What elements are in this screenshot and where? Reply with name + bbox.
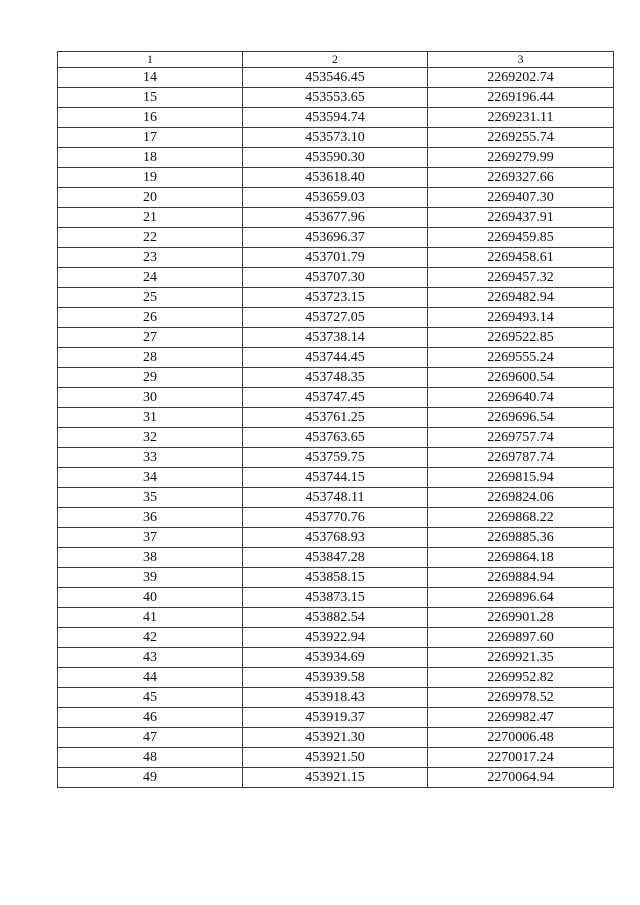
- table-row: [58, 408, 614, 428]
- table-row: [58, 208, 614, 228]
- table-row: [58, 488, 614, 508]
- y-coordinate-cell: 2270017.24: [428, 748, 614, 768]
- table-row: [58, 688, 614, 708]
- x-coordinate-cell: 453546.45: [243, 68, 428, 88]
- table-row: [58, 308, 614, 328]
- y-coordinate-cell: 2269437.91: [428, 208, 614, 228]
- point-number-cell: 20: [58, 188, 243, 208]
- x-coordinate-cell: 453594.74: [243, 108, 428, 128]
- x-coordinate-cell: 453921.15: [243, 768, 428, 788]
- y-coordinate-cell: 2269196.44: [428, 88, 614, 108]
- y-coordinate-cell: 2269457.32: [428, 268, 614, 288]
- x-coordinate-cell: 453873.15: [243, 588, 428, 608]
- point-number-cell: 46: [58, 708, 243, 728]
- x-coordinate-cell: 453659.03: [243, 188, 428, 208]
- y-coordinate-cell: 2269901.28: [428, 608, 614, 628]
- table-row: [58, 268, 614, 288]
- table-row: [58, 428, 614, 448]
- y-coordinate-cell: 2269897.60: [428, 628, 614, 648]
- point-number-cell: 45: [58, 688, 243, 708]
- y-coordinate-cell: 2269202.74: [428, 68, 614, 88]
- table-row: [58, 568, 614, 588]
- y-coordinate-cell: 2269255.74: [428, 128, 614, 148]
- point-number-cell: 21: [58, 208, 243, 228]
- y-coordinate-cell: 2269640.74: [428, 388, 614, 408]
- point-number-cell: 34: [58, 468, 243, 488]
- column-header-point: 1: [58, 52, 243, 68]
- y-coordinate-cell: 2269824.06: [428, 488, 614, 508]
- y-coordinate-cell: 2269982.47: [428, 708, 614, 728]
- x-coordinate-cell: 453707.30: [243, 268, 428, 288]
- table-row: [58, 588, 614, 608]
- x-coordinate-cell: 453573.10: [243, 128, 428, 148]
- x-coordinate-cell: 453744.45: [243, 348, 428, 368]
- table-row: [58, 748, 614, 768]
- table-row: [58, 628, 614, 648]
- y-coordinate-cell: 2269327.66: [428, 168, 614, 188]
- x-coordinate-cell: 453847.28: [243, 548, 428, 568]
- point-number-cell: 33: [58, 448, 243, 468]
- point-number-cell: 44: [58, 668, 243, 688]
- point-number-cell: 35: [58, 488, 243, 508]
- table-row: [58, 148, 614, 168]
- x-coordinate-cell: 453744.15: [243, 468, 428, 488]
- table-row: [58, 228, 614, 248]
- x-coordinate-cell: 453919.37: [243, 708, 428, 728]
- x-coordinate-cell: 453747.45: [243, 388, 428, 408]
- y-coordinate-cell: 2269231.11: [428, 108, 614, 128]
- x-coordinate-cell: 453618.40: [243, 168, 428, 188]
- x-coordinate-cell: 453939.58: [243, 668, 428, 688]
- y-coordinate-cell: 2269978.52: [428, 688, 614, 708]
- point-number-cell: 26: [58, 308, 243, 328]
- point-number-cell: 49: [58, 768, 243, 788]
- point-number-cell: 36: [58, 508, 243, 528]
- table-row: [58, 388, 614, 408]
- table-row: [58, 288, 614, 308]
- table-row: [58, 128, 614, 148]
- y-coordinate-cell: 2269864.18: [428, 548, 614, 568]
- coordinates-table: [57, 51, 614, 788]
- y-coordinate-cell: 2270064.94: [428, 768, 614, 788]
- x-coordinate-cell: 453858.15: [243, 568, 428, 588]
- x-coordinate-cell: 453590.30: [243, 148, 428, 168]
- column-header-x: 2: [243, 52, 428, 68]
- x-coordinate-cell: 453723.15: [243, 288, 428, 308]
- point-number-cell: 37: [58, 528, 243, 548]
- table-row: [58, 88, 614, 108]
- point-number-cell: 16: [58, 108, 243, 128]
- x-coordinate-cell: 453759.75: [243, 448, 428, 468]
- y-coordinate-cell: 2269896.64: [428, 588, 614, 608]
- table-row: [58, 528, 614, 548]
- x-coordinate-cell: 453748.35: [243, 368, 428, 388]
- x-coordinate-cell: 453918.43: [243, 688, 428, 708]
- table-row: [58, 668, 614, 688]
- x-coordinate-cell: 453882.54: [243, 608, 428, 628]
- point-number-cell: 18: [58, 148, 243, 168]
- y-coordinate-cell: 2269600.54: [428, 368, 614, 388]
- y-coordinate-cell: 2269493.14: [428, 308, 614, 328]
- table-row: [58, 728, 614, 748]
- point-number-cell: 39: [58, 568, 243, 588]
- point-number-cell: 38: [58, 548, 243, 568]
- table-row: [58, 708, 614, 728]
- x-coordinate-cell: 453770.76: [243, 508, 428, 528]
- table-row: [58, 108, 614, 128]
- table-row: [58, 328, 614, 348]
- y-coordinate-cell: 2269696.54: [428, 408, 614, 428]
- point-number-cell: 15: [58, 88, 243, 108]
- x-coordinate-cell: 453677.96: [243, 208, 428, 228]
- y-coordinate-cell: 2269555.24: [428, 348, 614, 368]
- point-number-cell: 41: [58, 608, 243, 628]
- table-header: [58, 52, 614, 68]
- table-row: [58, 188, 614, 208]
- x-coordinate-cell: 453921.50: [243, 748, 428, 768]
- point-number-cell: 17: [58, 128, 243, 148]
- table-row: [58, 68, 614, 88]
- y-coordinate-cell: 2269279.99: [428, 148, 614, 168]
- x-coordinate-cell: 453763.65: [243, 428, 428, 448]
- x-coordinate-cell: 453934.69: [243, 648, 428, 668]
- point-number-cell: 32: [58, 428, 243, 448]
- table-row: [58, 608, 614, 628]
- x-coordinate-cell: 453748.11: [243, 488, 428, 508]
- column-header-y: 3: [428, 52, 614, 68]
- table-row: [58, 548, 614, 568]
- point-number-cell: 24: [58, 268, 243, 288]
- table-row: [58, 768, 614, 788]
- point-number-cell: 40: [58, 588, 243, 608]
- point-number-cell: 25: [58, 288, 243, 308]
- point-number-cell: 43: [58, 648, 243, 668]
- x-coordinate-cell: 453701.79: [243, 248, 428, 268]
- y-coordinate-cell: 2269458.61: [428, 248, 614, 268]
- point-number-cell: 22: [58, 228, 243, 248]
- table-row: [58, 648, 614, 668]
- y-coordinate-cell: 2269787.74: [428, 448, 614, 468]
- x-coordinate-cell: 453768.93: [243, 528, 428, 548]
- y-coordinate-cell: 2269459.85: [428, 228, 614, 248]
- y-coordinate-cell: 2269921.35: [428, 648, 614, 668]
- point-number-cell: 29: [58, 368, 243, 388]
- point-number-cell: 28: [58, 348, 243, 368]
- point-number-cell: 27: [58, 328, 243, 348]
- point-number-cell: 30: [58, 388, 243, 408]
- point-number-cell: 31: [58, 408, 243, 428]
- point-number-cell: 23: [58, 248, 243, 268]
- table-row: [58, 448, 614, 468]
- x-coordinate-cell: 453696.37: [243, 228, 428, 248]
- table-row: [58, 168, 614, 188]
- table-row: [58, 508, 614, 528]
- point-number-cell: 19: [58, 168, 243, 188]
- y-coordinate-cell: 2269482.94: [428, 288, 614, 308]
- y-coordinate-cell: 2269757.74: [428, 428, 614, 448]
- x-coordinate-cell: 453738.14: [243, 328, 428, 348]
- y-coordinate-cell: 2270006.48: [428, 728, 614, 748]
- y-coordinate-cell: 2269952.82: [428, 668, 614, 688]
- point-number-cell: 42: [58, 628, 243, 648]
- table-row: [58, 468, 614, 488]
- y-coordinate-cell: 2269815.94: [428, 468, 614, 488]
- point-number-cell: 14: [58, 68, 243, 88]
- header-row: [58, 52, 614, 68]
- x-coordinate-cell: 453922.94: [243, 628, 428, 648]
- table-body: [58, 68, 614, 788]
- table-row: [58, 348, 614, 368]
- x-coordinate-cell: 453921.30: [243, 728, 428, 748]
- y-coordinate-cell: 2269884.94: [428, 568, 614, 588]
- table-row: [58, 368, 614, 388]
- point-number-cell: 48: [58, 748, 243, 768]
- y-coordinate-cell: 2269868.22: [428, 508, 614, 528]
- x-coordinate-cell: 453553.65: [243, 88, 428, 108]
- y-coordinate-cell: 2269885.36: [428, 528, 614, 548]
- point-number-cell: 47: [58, 728, 243, 748]
- y-coordinate-cell: 2269407.30: [428, 188, 614, 208]
- y-coordinate-cell: 2269522.85: [428, 328, 614, 348]
- x-coordinate-cell: 453761.25: [243, 408, 428, 428]
- x-coordinate-cell: 453727.05: [243, 308, 428, 328]
- table-row: [58, 248, 614, 268]
